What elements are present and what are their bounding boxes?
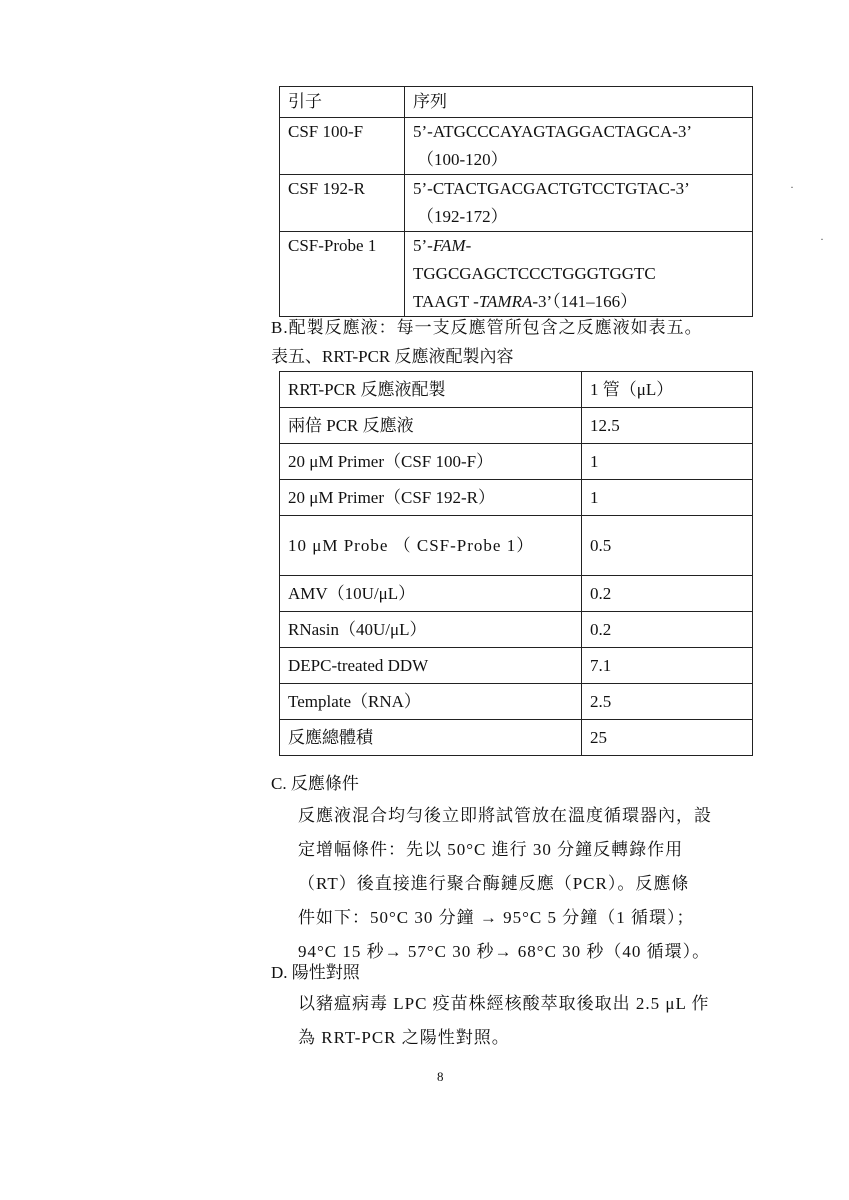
section-c-heading: C. 反應條件 <box>271 774 359 793</box>
sequence-line: 5’-CTACTGACGACTGTCCTGTAC-3’ <box>413 179 690 198</box>
paragraph-line: 反應液混合均勻後立即將試管放在溫度循環器內，設 <box>298 806 712 825</box>
header-cell-volume: 1 管（μL） <box>582 372 753 408</box>
component-cell: 反應總體積 <box>280 720 582 756</box>
paragraph-line: 以豬瘟病毒 LPC 疫苗株經核酸萃取後取出 2.5 μL 作 <box>298 994 710 1013</box>
scan-speck: · <box>790 180 794 194</box>
volume-cell: 1 <box>582 480 753 516</box>
sequence-line: TGGCGAGCTCCCTGGGTGGTC <box>413 264 656 283</box>
primer-name: CSF-Probe 1 <box>280 232 405 317</box>
paragraph-line: 94°C 15 秒→ 57°C 30 秒→ 68°C 30 秒（40 循環）。 <box>298 942 711 961</box>
sequence-prefix: 5’- <box>413 236 433 255</box>
table-row <box>280 720 753 756</box>
primer-sequence <box>405 175 753 232</box>
scan-speck: · <box>820 232 824 246</box>
component-cell: 10 μM Probe （ CSF-Probe 1） <box>280 516 582 576</box>
header-cell-sequence: 序列 <box>405 87 753 118</box>
volume-cell: 0.2 <box>582 576 753 612</box>
volume-cell: 2.5 <box>582 684 753 720</box>
page-number: 8 <box>437 1069 444 1084</box>
header-cell-component: RRT-PCR 反應液配製 <box>280 372 582 408</box>
volume-cell: 25 <box>582 720 753 756</box>
table-title: 表五、RRT-PCR 反應液配製內容 <box>271 347 514 366</box>
table-row <box>280 612 753 648</box>
paragraph-line: 為 RRT-PCR 之陽性對照。 <box>298 1028 510 1047</box>
table-header-row <box>280 87 753 118</box>
table-row <box>280 648 753 684</box>
component-cell: 20 μM Primer（CSF 192-R） <box>280 480 582 516</box>
sequence-suffix: -3’（141–166） <box>532 292 638 311</box>
table-row <box>280 118 753 175</box>
table-row <box>280 576 753 612</box>
table-row <box>280 684 753 720</box>
table-row <box>280 175 753 232</box>
paragraph-line: 定增幅條件：先以 50°C 進行 30 分鐘反轉錄作用 <box>298 840 684 859</box>
table-row <box>280 408 753 444</box>
section-d-body <box>298 987 710 1055</box>
sequence-position: （192-172） <box>417 207 508 226</box>
sequence-position: （100-120） <box>417 150 508 169</box>
paragraph-line: 件如下：50°C 30 分鐘 → 95°C 5 分鐘（1 循環）； <box>298 908 695 927</box>
reaction-mix-table <box>279 371 753 756</box>
volume-cell: 12.5 <box>582 408 753 444</box>
section-c-body <box>298 799 712 969</box>
component-cell: DEPC-treated DDW <box>280 648 582 684</box>
primer-name: CSF 100-F <box>280 118 405 175</box>
fam-label: FAM- <box>432 236 472 255</box>
component-cell: RNasin（40U/μL） <box>280 612 582 648</box>
sequence-line <box>413 288 744 316</box>
table-row <box>280 480 753 516</box>
table-row <box>280 516 753 576</box>
volume-cell: 1 <box>582 444 753 480</box>
sequence-line <box>413 232 744 260</box>
primer-sequence <box>405 118 753 175</box>
paragraph-line: （RT）後直接進行聚合酶鏈反應（PCR）。反應條 <box>298 874 690 893</box>
volume-cell: 7.1 <box>582 648 753 684</box>
component-cell: 兩倍 PCR 反應液 <box>280 408 582 444</box>
volume-cell: 0.2 <box>582 612 753 648</box>
tamra-label: TAMRA <box>478 292 533 311</box>
sequence-line: 5’-ATGCCCAYAGTAGGACTAGCA-3’ <box>413 122 693 141</box>
component-cell: 20 μM Primer（CSF 100-F） <box>280 444 582 480</box>
primer-name: CSF 192-R <box>280 175 405 232</box>
component-cell: Template（RNA） <box>280 684 582 720</box>
sequence-part: TAAGT - <box>413 292 479 311</box>
header-cell-primer: 引子 <box>280 87 405 118</box>
probe-sequence <box>405 232 753 317</box>
section-d-heading: D. 陽性對照 <box>271 963 360 982</box>
table-row <box>280 444 753 480</box>
section-b-heading: B.配製反應液：每一支反應管所包含之反應液如表五。 <box>271 318 703 337</box>
volume-cell: 0.5 <box>582 516 753 576</box>
component-cell: AMV（10U/μL） <box>280 576 582 612</box>
table-row <box>280 232 753 317</box>
primer-table <box>279 86 753 317</box>
table-header-row <box>280 372 753 408</box>
